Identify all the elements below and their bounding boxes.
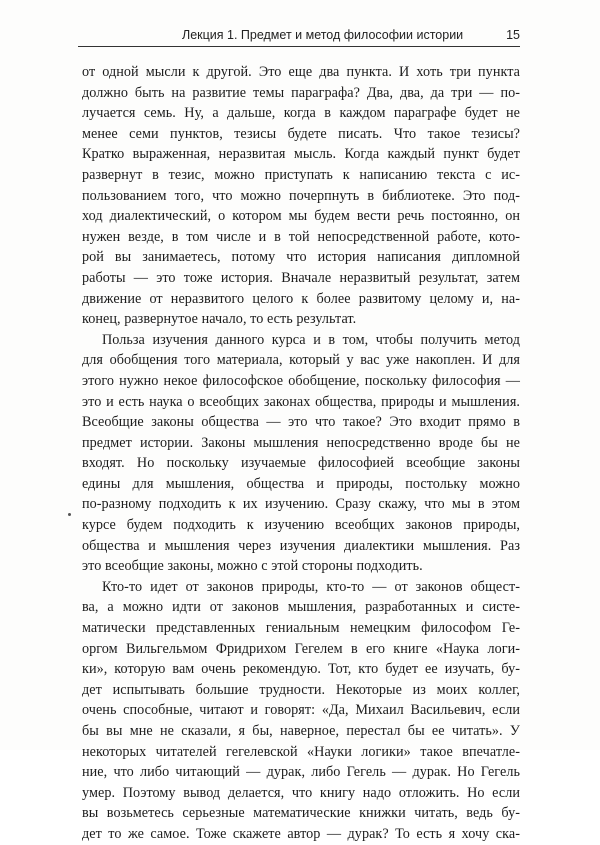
text-line: Польза изучения данного курса и в том, чтобы получить метод: [102, 331, 520, 348]
page-header: [78, 28, 520, 47]
text-line: для обобщения того материала, который у вас уже накоплен. И для: [82, 352, 520, 369]
text-line: курсе будем подходить к изучению всеобщих законов природы,: [82, 517, 520, 534]
text-line: некоторых читателей гегелевской «Науки логики» такое впечатле-: [82, 743, 520, 760]
text-line: по-разному подходить к их изучению. Сразу скажу, что мы в этом: [82, 496, 520, 513]
text-line: этого нужно некое философское обобщение, поскольку философия —: [82, 372, 520, 389]
text-line: оргом Вильгельмом Фридрихом Гегелем в его книге «Наука логи-: [82, 640, 520, 657]
text-line: едины для мышления, общества и природы, постольку можно: [82, 475, 520, 492]
text-line: рой вы занимаетесь, потому что история написания дипломной: [82, 249, 520, 266]
text-line: это всеобщие законы, можно с этой стороны подходить.: [82, 558, 423, 575]
text-line: общества и мышления через изучения диалектики мышления. Раз: [82, 537, 520, 554]
text-line: это и есть наука о всеобщих законах общества, природы и мышления.: [82, 393, 520, 410]
paragraph-3: [82, 577, 520, 845]
text-line: развернут в тезис, можно приступать к написанию текста с ис-: [82, 166, 520, 183]
text-line: матически представленных гениальным немецким философом Ге-: [82, 620, 520, 637]
page-number: 15: [506, 28, 520, 42]
text-line: предмет истории. Законы мышления непосредственно вроде бы не: [82, 434, 520, 451]
text-line: ки», которую вам очень рекомендую. Тот, кто будет ее изучать, бу-: [82, 661, 520, 678]
paragraph-1: [82, 62, 520, 330]
text-line: конец, развернутое начало, то есть результат.: [82, 311, 357, 328]
text-line: Кратко выраженная, неразвитая мысль. Когда каждый пункт будет: [82, 146, 520, 163]
text-line: лучается семь. Ну, а дальше, когда в каждом параграфе будет не: [82, 105, 520, 122]
text-line: должно быть на развитие темы параграфа? Два, два, да три — по-: [82, 84, 520, 101]
text-line: менее семи пунктов, тезисы будете писать. Что такое тезисы?: [82, 125, 520, 142]
text-line: ва, а можно идти от законов мышления, разработанных и систе-: [82, 599, 520, 616]
text-line: Всеобщие законы общества — это что такое? Это входит прямо в: [82, 414, 520, 431]
text-line: нужен везде, в том числе и в той непосредственной работе, кото-: [82, 228, 520, 245]
text-line: ние, что либо читающий — дурак, либо Гегель — дурак. Но Гегель: [82, 764, 520, 781]
stray-mark: [68, 513, 71, 516]
body-text: [82, 62, 520, 845]
text-line: работы — это тоже история. Вначале неразвитый результат, затем: [82, 269, 520, 286]
text-line: бы вы мне не сказали, я бы, наверное, перестал бы ее читать». У: [82, 723, 520, 739]
text-line: движение от неразвитого целого к более развитому целому и, на-: [82, 290, 520, 307]
text-line: умер. Поэтому вывод делается, что книгу надо отложить. Но если: [82, 784, 520, 801]
text-line: от одной мысли к другой. Это еще два пункта. И хоть три пункта: [82, 64, 520, 80]
text-line: Кто-то идет от законов природы, кто-то — от законов общест-: [102, 578, 520, 595]
text-line: дет то же самое. Тоже скажете автор — дурак? То есть я хочу ска-: [82, 825, 520, 842]
text-line: входят. Но поскольку изучаемые философией всеобщие законы: [82, 455, 520, 472]
text-line: вы возьметесь серьезные математические книжки читать, ведь бу-: [82, 805, 520, 822]
text-line: ход диалектический, о котором мы будем вести речь постоянно, он: [82, 208, 520, 225]
text-line: пользованием того, что можно почерпнуть в библиотеке. Это под-: [82, 187, 520, 204]
text-line: очень способные, читают и говорят: «Да, Михаил Васильевич, если: [82, 702, 520, 719]
text-line: дет испытывать большие трудности. Некоторые из моих коллег,: [82, 681, 520, 698]
running-title: Лекция 1. Предмет и метод философии истории: [182, 28, 464, 42]
paragraph-2: [82, 330, 520, 577]
